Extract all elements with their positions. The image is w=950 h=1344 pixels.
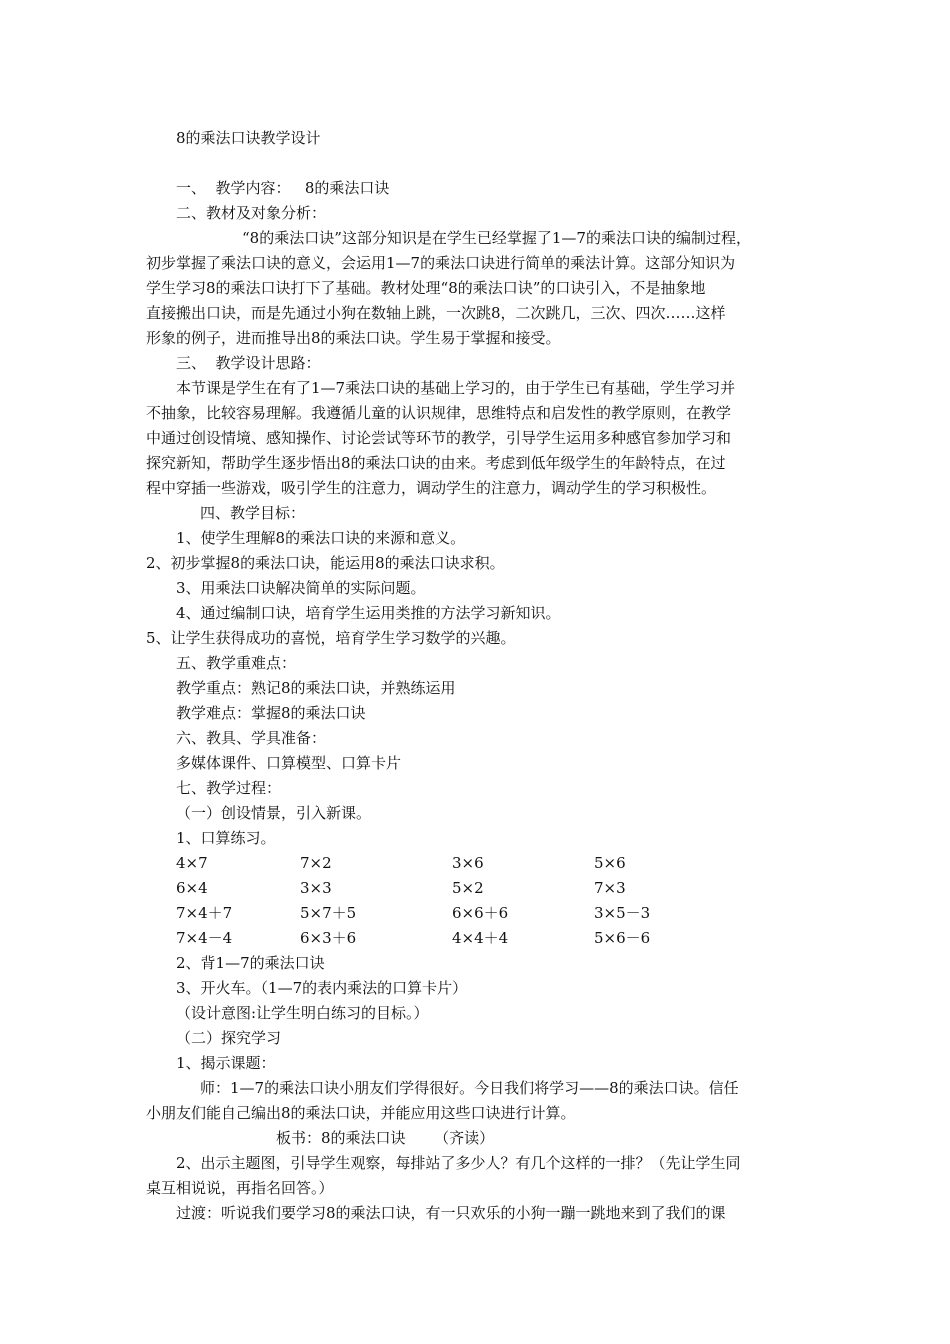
table-cell: 7×2 — [300, 854, 332, 872]
section-heading: 五、教学重难点： — [176, 654, 297, 672]
paragraph-line: 初步掌握了乘法口诀的意义，会运用1—7的乘法口诀进行简单的乘法计算。这部分知识为 — [146, 254, 736, 272]
paragraph-line: 3、开火车。（1—7的表内乘法的口算卡片） — [176, 979, 468, 997]
section-heading: 七、教学过程： — [176, 779, 282, 797]
table-cell: 4×7 — [176, 854, 208, 872]
goal-item: 3、用乘法口诀解决简单的实际问题。 — [176, 579, 426, 597]
paragraph-line: 形象的例子，进而推导出8的乘法口诀。学生易于掌握和接受。 — [146, 329, 561, 347]
goal-item: 5、让学生获得成功的喜悦，培育学生学习数学的兴趣。 — [146, 629, 516, 647]
table-cell: 6×3＋6 — [300, 929, 357, 947]
table-cell: 3×3 — [300, 879, 332, 897]
paragraph-line: 不抽象，比较容易理解。我遵循儿童的认识规律，思维特点和启发性的教学原则，在教学 — [146, 404, 732, 422]
paragraph-line: 1、口算练习。 — [176, 829, 276, 847]
paragraph-line: “8的乘法口诀”这部分知识是在学生已经掌握了1—7的乘法口诀的编制过程， — [242, 229, 751, 247]
table-cell: 7×4＋7 — [176, 904, 233, 922]
table-cell: 6×6＋6 — [452, 904, 509, 922]
section-heading: 六、教具、学具准备： — [176, 729, 327, 747]
table-cell: 4×4＋4 — [452, 929, 509, 947]
table-cell: 5×2 — [452, 879, 484, 897]
table-cell: 5×7＋5 — [300, 904, 357, 922]
subsection-heading: （一）创设情景，引入新课。 — [176, 804, 372, 822]
table-cell: 6×4 — [176, 879, 208, 897]
paragraph-line: 本节课是学生在有了1—7乘法口诀的基础上学习的，由于学生已有基础，学生学习并 — [176, 379, 736, 397]
section-heading: 四、教学目标： — [200, 504, 306, 522]
table-cell: 3×5－3 — [594, 904, 651, 922]
goal-item: 4、通过编制口诀，培育学生运用类推的方法学习新知识。 — [176, 604, 561, 622]
subsection-heading: （二）探究学习 — [176, 1029, 282, 1047]
paragraph-line: 学生学习8的乘法口诀打下了基础。教材处理“8的乘法口诀”的口诀引入，不是抽象地 — [146, 279, 706, 297]
section-heading: 二、教材及对象分析： — [176, 204, 327, 222]
goal-item: 1、使学生理解8的乘法口诀的来源和意义。 — [176, 529, 466, 547]
paragraph-line: 教学难点：掌握8的乘法口诀 — [176, 704, 366, 722]
paragraph-line: 师：1—7的乘法口诀小朋友们学得很好。今日我们将学习——8的乘法口诀。信任 — [200, 1079, 739, 1097]
table-cell: 5×6 — [594, 854, 626, 872]
paragraph-line: 直接搬出口诀，而是先通过小狗在数轴上跳，一次跳8，二次跳几，三次、四次……这样 — [146, 304, 726, 322]
paragraph-line: 教学重点：熟记8的乘法口诀，并熟练运用 — [176, 679, 456, 697]
paragraph-line: （设计意图:让学生明白练习的目标。） — [176, 1004, 429, 1022]
paragraph-line: 桌互相说说，再指名回答。） — [146, 1179, 334, 1197]
paragraph-line: 中通过创设情境、感知操作、讨论尝试等环节的教学，引导学生运用多种感官参加学习和 — [146, 429, 732, 447]
table-cell: 5×6－6 — [594, 929, 651, 947]
table-cell: 7×3 — [594, 879, 626, 897]
goal-item: 2、初步掌握8的乘法口诀，能运用8的乘法口诀求积。 — [146, 554, 505, 572]
paragraph-line: 2、出示主题图，引导学生观察，每排站了多少人？有几个这样的一排？（先让学生同 — [176, 1154, 741, 1172]
table-cell: 3×6 — [452, 854, 484, 872]
section-heading: 三、 教学设计思路： — [176, 354, 321, 372]
paragraph-line: 1、揭示课题： — [176, 1054, 276, 1072]
paragraph-line: 多媒体课件、口算模型、口算卡片 — [176, 754, 402, 772]
paragraph-line: 探究新知，帮助学生逐步悟出8的乘法口诀的由来。考虑到低年级学生的年龄特点，在过 — [146, 454, 726, 472]
paragraph-line: 过渡：听说我们要学习8的乘法口诀，有一只欢乐的小狗一蹦一跳地来到了我们的课 — [176, 1204, 726, 1222]
paragraph-line: 2、背1—7的乘法口诀 — [176, 954, 325, 972]
section-heading: 一、 教学内容： 8的乘法口诀 — [176, 179, 390, 197]
table-cell: 7×4－4 — [176, 929, 233, 947]
paragraph-line: 程中穿插一些游戏，吸引学生的注意力，调动学生的注意力，调动学生的学习积极性。 — [146, 479, 717, 497]
blackboard-line: 板书：8的乘法口诀 （齐读） — [276, 1129, 495, 1147]
document-title: 8的乘法口诀教学设计 — [176, 129, 321, 147]
paragraph-line: 小朋友们能自己编出8的乘法口诀，并能应用这些口诀进行计算。 — [146, 1104, 576, 1122]
